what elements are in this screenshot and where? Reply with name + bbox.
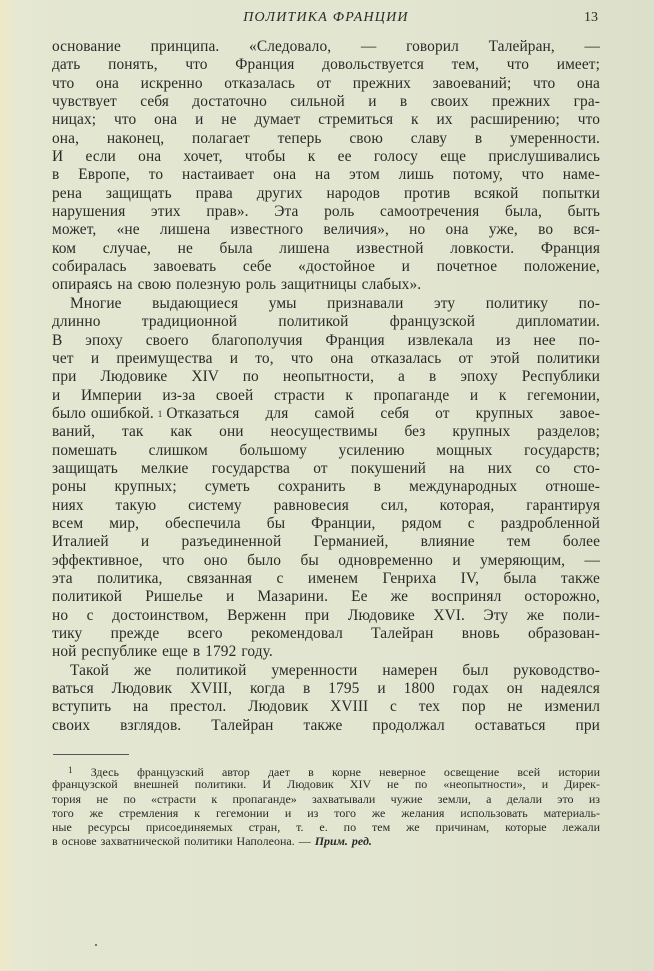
text-line: ваться Людовик XVIII, когда в 1795 и 1800 годах он надеялся (52, 680, 600, 698)
text-line: но с достоинством, Верженн при Людовике XVI. Эту же поли- (52, 606, 600, 624)
text-line: тику прежде всего рекомендовал Талейран вновь образован- (52, 625, 600, 642)
text-line: нарушения этих прав». Эта роль самоотречения была, быть (52, 203, 600, 221)
text-line-with-footnote (52, 405, 600, 423)
text-line: чет и преимущества и то, что она отказалась от этой политики (52, 349, 600, 367)
text-fragment: было ошибкой. (52, 404, 154, 422)
text-line: помешать слишком большому усилению мощных государств; (52, 441, 600, 459)
running-title: ПОЛИТИКА ФРАНЦИИ (243, 10, 409, 25)
footnote-text: Здесь французский автор дает в корне неверное освещение всей истории (90, 765, 601, 779)
text-line: при Людовике XIV по неопытности, а в эпоху Республики (52, 368, 600, 386)
text-line: собиралась завоевать себе «достойное и почетное положение, (52, 258, 600, 276)
footnote-marker: 1 (68, 765, 73, 775)
footnote-line: тория не по «страсти к пропаганде» захватывали чужие земли, а делали это из (52, 791, 600, 806)
running-head (52, 8, 600, 28)
footnote-text: в основе захватнической политики Наполеона. — (52, 834, 311, 849)
text-line: ваний, так как они неосуществимы без крупных разделов; (52, 423, 600, 441)
text-line: ной республике еще в 1792 году. (52, 643, 273, 661)
text-line: она, наконец, полагает теперь свою славу в умеренности. (52, 129, 600, 147)
footnote-line (52, 763, 600, 777)
footnote-line: ные ресурсы присоединяемых стран, т. е. по тем же причинам, которые лежали (52, 820, 600, 835)
text-line: эффективное, что оно было бы одновременно и умеряющим, — (52, 551, 600, 569)
text-line: чувствует себя достаточно сильной и в своих прежних гра- (52, 93, 600, 111)
text-line: ницах; что она и не думает стремиться к их расширению; что (52, 111, 600, 129)
text-line: опираясь на свою полезную роль защитницы слабых». (52, 276, 422, 294)
text-line: рена защищать права других народов против всякой попытки (52, 184, 600, 202)
footnote-reference[interactable]: 1 (157, 408, 163, 419)
text-line: всем мир, обеспечила бы Франции, рядом с раздробленной (52, 514, 600, 532)
footnote-line: французской внешней политики. И Людовик XIV не по «неопытности», и Дирек- (52, 777, 600, 792)
footnote-divider (53, 754, 129, 755)
text-line: может, «не лишена известного величия», но она уже, во вся- (52, 221, 600, 239)
paragraph-start-line: Многие выдающиеся умы признавали эту политику по- (70, 294, 600, 312)
text-line: вступить на престол. Людовик XVIII с тех пор не изменил (52, 698, 600, 716)
paragraph-start-line: Такой же политикой умеренности намерен был руководство- (70, 661, 600, 679)
text-line: эта политика, связанная с именем Генриха IV, была также (52, 569, 600, 587)
text-line: что она искренно отказалась от прежних завоеваний; что она (52, 74, 600, 92)
text-fragment: Отказаться для самой себя от крупных завое- (166, 404, 600, 422)
text-line: ниях такую систему равновесия сил, которая, гарантируя (52, 496, 600, 514)
text-line: политикой Ришелье и Мазарини. Ее же воспринял осторожно, (52, 588, 600, 606)
footnote-line: того же стремления к гегемонии и из того же желания использовать материаль- (52, 805, 600, 820)
text-line: Италией и разъединенной Германией, влияние тем более (52, 533, 600, 551)
text-line: И если она хочет, чтобы к ее голосу еще прислушивались (52, 148, 600, 166)
footnote-line (52, 834, 600, 848)
body-text (52, 38, 600, 735)
print-speck (95, 944, 97, 946)
text-line: и Империи из-за своей страсти к пропаганде и к гегемонии, (52, 386, 600, 404)
text-line: своих взглядов. Талейран также продолжал оставаться при (52, 716, 600, 734)
text-line: ком случае, не была лишена известной ловкости. Франция (52, 239, 600, 257)
editor-note-signature: Прим. ред. (314, 834, 372, 849)
text-line: в Европе, то настаивает она на этом лишь потому, что наме- (52, 166, 600, 184)
text-line: дать понять, что Франция довольствуется тем, что имеет; (52, 56, 600, 74)
text-line: длинно традиционной политикой французской дипломатии. (52, 313, 600, 331)
footnotes (52, 763, 600, 849)
page-number: 13 (584, 10, 598, 25)
text-line: роны крупных; суметь сохранить в международных отноше- (52, 478, 600, 496)
text-line: защищать мелкие государства от покушений на них со сто- (52, 459, 600, 477)
text-line: В эпоху своего благополучия Франция извлекала из нее по- (52, 331, 600, 349)
text-line: основание принципа. «Следовало, — говорил Талейран, — (52, 38, 600, 55)
